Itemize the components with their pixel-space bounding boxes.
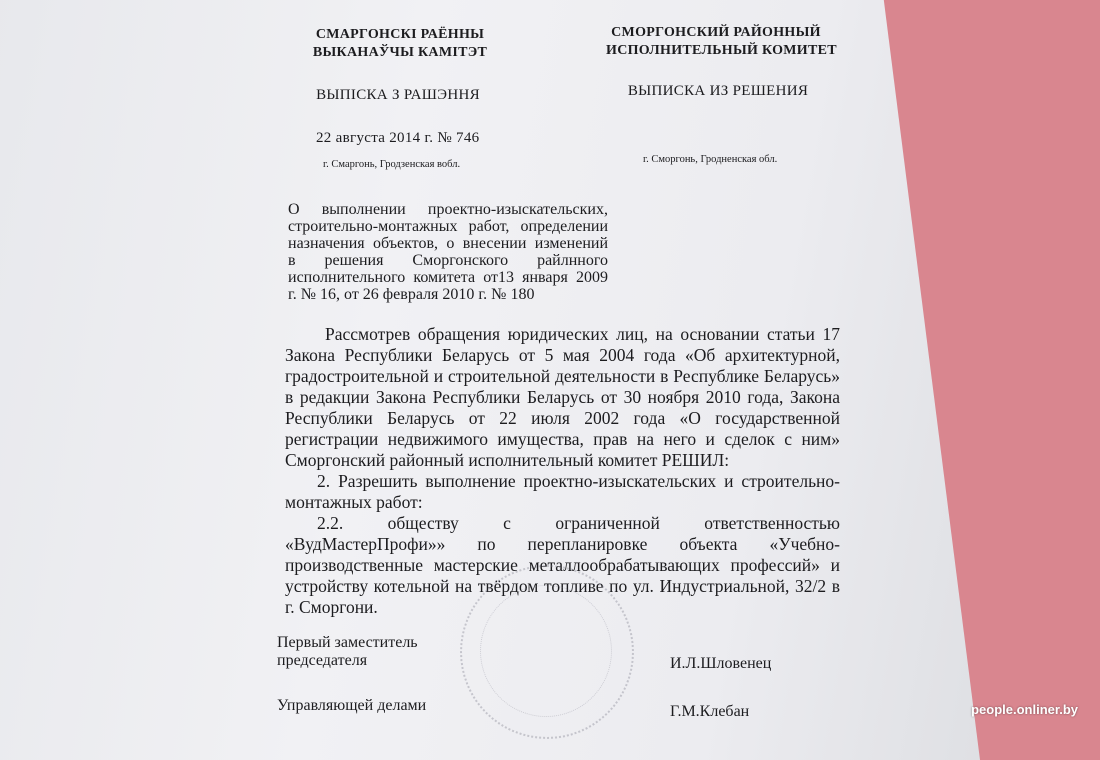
- header-by: [300, 26, 500, 62]
- body-line: Сморгонский районный исполнительный комитет РЕШИЛ:: [285, 450, 730, 470]
- second-signatory-title: Управляющей делами: [277, 697, 427, 714]
- header-by-line2: ВЫКАНАЎЧЫ КАМІТЭТ: [312, 45, 488, 60]
- date-number: 22 августа 2014 г. № 746: [316, 130, 480, 146]
- first-title-line1: Первый заместитель: [277, 634, 418, 651]
- header-by-title: ВЫПІСКА З РАШЭННЯ: [316, 87, 480, 103]
- body-line: монтажных работ:: [285, 492, 423, 512]
- body-line: Республики Беларусь от 22 июля 2002 года «О государственной: [285, 408, 840, 428]
- subject-block: [288, 201, 608, 303]
- header-ru-line2: ИСПОЛНИТЕЛЬНЫЙ КОМИТЕТ: [606, 43, 837, 58]
- body-line: 2. Разрешить выполнение проектно-изыскательских и строительно-: [317, 471, 840, 491]
- subject-line: г. № 16, от 26 февраля 2010 г. № 180: [288, 286, 535, 303]
- first-title-line2: председателя: [277, 652, 368, 669]
- body-line: г. Сморгони.: [285, 597, 378, 617]
- subject-line: исполнительного комитета от13 января 2009: [288, 269, 608, 286]
- subject-line: строительно-монтажных работ, определении: [288, 218, 608, 235]
- official-stamp-inner: [480, 585, 612, 717]
- header-by-line1: СМАРГОНСКІ РАЁННЫ: [315, 27, 485, 42]
- body-line: производственные мастерские металлообрабатывающих профессий» и: [285, 555, 840, 575]
- first-signatory-name: И.Л.Шловенец: [670, 655, 772, 672]
- site-watermark: people.onliner.by: [971, 702, 1078, 717]
- second-signatory-name: Г.М.Клебан: [670, 703, 750, 720]
- body-line: Рассмотрев обращения юридических лиц, на основании статьи 17: [325, 324, 840, 344]
- body-line: в редакции Закона Республики Беларусь от 30 ноября 2010 года, Закона: [285, 387, 840, 407]
- subject-line: в решения Сморгонского райлнного: [288, 252, 608, 269]
- header-by-place: г. Смаргонь, Гродзенская вобл.: [323, 159, 461, 170]
- body-line: 2.2. обществу с ограниченной ответственностью: [317, 513, 840, 533]
- body-line: регистрации недвижимого имущества, прав на него и сделок с ним»: [285, 429, 840, 449]
- body-line: «ВудМастерПрофи»» по перепланировке объекта «Учебно-: [285, 534, 840, 554]
- body-line: устройству котельной на твёрдом топливе по ул. Индустриальной, 32/2 в: [285, 576, 840, 596]
- subject-line: О выполнении проектно-изыскательских,: [288, 201, 608, 218]
- first-signatory-title: [277, 634, 418, 670]
- header-ru-line1: СМОРГОНСКИЙ РАЙОННЫЙ: [611, 25, 821, 40]
- subject-line: назначения объектов, о внесении изменений: [288, 235, 608, 252]
- body-line: Закона Республики Беларусь от 5 мая 2004 года «Об архитектурной,: [285, 345, 840, 365]
- header-ru-title: ВЫПИСКА ИЗ РЕШЕНИЯ: [627, 83, 809, 99]
- body-line: градостроительной и строительной деятельности в Республике Беларусь»: [285, 366, 840, 386]
- header-ru-place: г. Сморгонь, Гродненская обл.: [643, 154, 778, 165]
- header-ru: [606, 24, 837, 60]
